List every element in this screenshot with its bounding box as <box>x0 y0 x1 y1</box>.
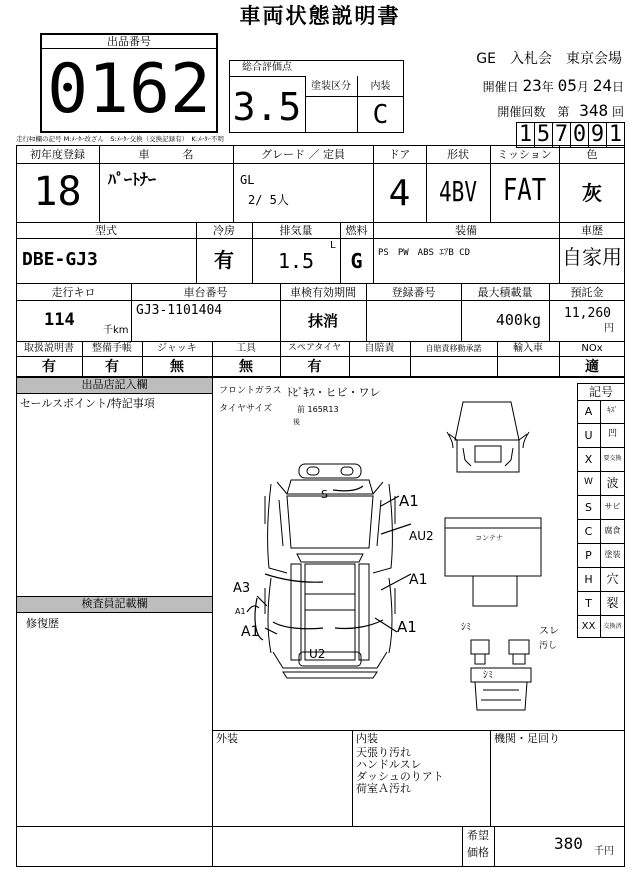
serial-digit: 1 <box>516 122 534 148</box>
legend-code: S <box>585 501 592 514</box>
legend-code: X <box>584 453 593 466</box>
auction-count <box>497 101 624 120</box>
mark-dirty: 汚し <box>539 641 558 651</box>
interior-label: 内装 <box>356 732 378 745</box>
hdr-transmission: ミッション <box>497 148 552 161</box>
legend-desc: サビ <box>604 502 621 511</box>
auction-count-unit: 回 <box>611 105 624 119</box>
legend-row <box>577 592 625 616</box>
transmission: FAT <box>502 173 547 208</box>
lot-number-label: 出品番号 <box>107 35 151 48</box>
mileage-note: 走行ｷﾛ欄の記号 M:ﾒｰﾀｰ改ざん S:ﾒｰﾀｰ交換（交換記録有） K:ﾒｰﾀｰ不明 <box>16 135 224 143</box>
hdr-shape: 形状 <box>447 148 469 161</box>
legend-row <box>577 472 625 496</box>
fuel: G <box>350 249 363 273</box>
serial-digit: 7 <box>552 122 570 148</box>
overall-grade: 3.5 <box>232 85 302 129</box>
mark-a1-3: A1 <box>397 618 417 636</box>
hdr-deposit: 預託金 <box>570 286 604 299</box>
engine-label: 機関・足回り <box>494 732 560 745</box>
hdr-first-reg: 初年度登録 <box>30 148 85 161</box>
equipment: PS PW ABS ｴｱB CD <box>378 248 471 258</box>
container-label: コンテナ <box>475 534 503 542</box>
auction-day: 24 <box>592 76 612 95</box>
mark-stain-2: ｼﾐ <box>483 670 493 681</box>
legend-code: W <box>584 477 593 487</box>
hdr-imported: 輸入車 <box>513 343 543 354</box>
hdr-insurance-transfer: 自賠責移動承諾 <box>425 344 482 353</box>
legend-row <box>577 544 625 568</box>
tire-size-label: タイヤサイズ <box>219 404 273 414</box>
hdr-jack: ジャッキ <box>157 343 197 354</box>
deposit: 11,260 <box>564 306 611 321</box>
windshield-label: フロントガラス <box>219 386 282 396</box>
mark-a1-2: A1 <box>409 572 428 588</box>
capacity: 2/ 5人 <box>248 193 289 207</box>
legend-desc: ｷｽﾞ <box>607 406 618 414</box>
legend-row <box>577 424 625 448</box>
chassis-number: GJ3-1101404 <box>136 303 223 318</box>
hdr-grade: グレード ／ 定員 <box>261 148 345 161</box>
legend-code: A <box>584 405 593 418</box>
legend-desc: 要交換 <box>603 455 622 462</box>
seats-diagram <box>471 640 531 710</box>
hdr-maintenance-book: 整備手帳 <box>92 343 132 354</box>
vehicle-history: 自家用 <box>562 245 622 269</box>
legend-desc: 塗装 <box>604 550 621 559</box>
hdr-mileage: 走行キロ <box>51 286 96 299</box>
hdr-color: 色 <box>586 148 598 161</box>
legend-desc: 穴 <box>606 572 619 586</box>
interior-note-3: ダッシュのりアト <box>356 770 444 783</box>
first-reg-year: 18 <box>33 169 82 215</box>
hdr-inspection: 車検有効期間 <box>290 286 356 299</box>
auction-count-label: 開催回数 第 <box>497 105 570 119</box>
hdr-fuel: 燃料 <box>345 224 368 237</box>
hdr-registration: 登録番号 <box>391 286 436 299</box>
legend-desc: 腐食 <box>604 526 621 535</box>
interior-note-2: ハンドルスレ <box>356 758 422 771</box>
hdr-nox: NOx <box>581 343 603 354</box>
repair-history-label: 修復歴 <box>26 617 59 630</box>
desired-price-label-1: 希望 <box>467 829 489 842</box>
hdr-model: 型式 <box>95 224 117 237</box>
mark-au2: AU2 <box>409 529 434 543</box>
legend-desc: 凹 <box>607 429 617 439</box>
mark-u2: U2 <box>309 647 326 661</box>
car-topview-outline <box>265 464 395 678</box>
displacement-unit: L <box>330 240 337 251</box>
legend-code: U <box>584 429 593 442</box>
mark-scuff: スレ <box>539 626 559 637</box>
legend-code: H <box>584 573 593 586</box>
grade-name: GL <box>240 173 255 187</box>
mark-a1-small: A1 <box>235 607 246 616</box>
hdr-displacement: 排気量 <box>279 224 313 237</box>
inspector-notes-header: 検査員記載欄 <box>16 596 213 613</box>
maintenance-book-value: 有 <box>105 359 119 375</box>
desired-price-label-2: 価格 <box>467 846 489 859</box>
ac-value: 有 <box>214 248 234 272</box>
auction-name: GE 入札会 東京会場 <box>476 51 622 67</box>
hdr-tools: 工具 <box>236 343 256 354</box>
auction-year: 23 <box>522 76 542 95</box>
legend-rows <box>577 400 625 639</box>
auction-month: 05 <box>557 76 577 95</box>
hdr-max-load: 最大積載量 <box>477 286 533 299</box>
legend-desc: 裂 <box>606 596 619 610</box>
mark-s: S <box>321 488 328 501</box>
auction-date <box>483 76 624 95</box>
hdr-ac: 冷房 <box>213 224 235 237</box>
hdr-car-name: 車 名 <box>138 148 194 161</box>
serial-digit: 9 <box>588 122 606 148</box>
dealer-notes-label: セールスポイント/特記事項 <box>20 397 155 410</box>
hdr-equipment: 装備 <box>455 224 477 237</box>
mileage-unit: 千km <box>103 325 129 336</box>
spare-tire-value: 有 <box>307 359 322 375</box>
car-name: ﾊﾟｰﾄﾅｰ <box>108 170 157 189</box>
interior-grade-label: 内装 <box>370 81 391 92</box>
deposit-unit: 円 <box>604 323 614 334</box>
legend-row <box>577 568 625 592</box>
doors: 4 <box>388 173 411 214</box>
desired-price-unit: 千円 <box>594 846 614 857</box>
mark-a3: A3 <box>233 581 251 596</box>
legend-code: XX <box>581 621 596 632</box>
month-unit: 月 <box>576 80 589 94</box>
inspection-validity: 抹消 <box>307 312 338 330</box>
interior-note-4: 荷室Ａ汚れ <box>356 782 411 795</box>
legend-title: 記号 <box>588 385 613 399</box>
page-title: 車両状態説明書 <box>239 4 401 28</box>
tire-rear: 後 <box>293 418 300 426</box>
mark-stain-1: ｼﾐ <box>461 622 471 633</box>
vehicle-damage-diagram <box>213 378 575 730</box>
year-unit: 年 <box>541 80 554 94</box>
serial-digit: 1 <box>606 122 625 148</box>
legend-row <box>577 448 625 472</box>
paint-grade-label: 塗装区分 <box>311 81 351 92</box>
hdr-chassis: 車台番号 <box>183 286 228 299</box>
body-shape: 4BV <box>439 175 477 208</box>
legend-row <box>577 616 625 639</box>
desired-price: 380 <box>554 834 583 853</box>
legend-desc: 交換済 <box>603 623 622 630</box>
exterior-label: 外装 <box>216 732 238 745</box>
legend-code: T <box>585 597 592 610</box>
dealer-notes-header: 出品店記入欄 <box>16 377 213 394</box>
legend-row <box>577 520 625 544</box>
serial-digit: 0 <box>570 122 588 148</box>
auction-count-value: 348 <box>579 101 609 120</box>
model-code: DBE-GJ3 <box>22 249 98 270</box>
overall-grade-label: 総合評価点 <box>242 62 292 73</box>
manual-value: 有 <box>42 359 56 375</box>
legend-desc: 波 <box>606 476 619 490</box>
displacement: 1.5 <box>277 249 315 273</box>
max-load: 400kg <box>495 311 541 329</box>
tire-front: 前 165R13 <box>297 405 339 414</box>
legend-code: C <box>584 525 593 538</box>
mileage: 114 <box>44 310 75 330</box>
handwritten-marks <box>247 486 411 640</box>
hdr-history: 車歴 <box>581 224 603 237</box>
legend-code: P <box>585 549 592 562</box>
serial-digit: 5 <box>534 122 552 148</box>
legend-row <box>577 400 625 424</box>
day-unit: 日 <box>611 80 624 94</box>
auction-date-label: 開催日 <box>482 80 519 94</box>
color: 灰 <box>582 181 602 205</box>
interior-note-1: 天張り汚れ <box>356 746 411 759</box>
hdr-insurance: 自賠責 <box>364 343 395 354</box>
lot-number: 0162 <box>47 50 211 129</box>
windshield-note: ﾄﾋﾞｷｽ・ヒビ・ワレ <box>287 386 381 399</box>
mark-a1-1: A1 <box>399 492 419 510</box>
mark-a1-4: A1 <box>241 624 260 640</box>
legend-row <box>577 496 625 520</box>
hdr-manual: 取扱説明書 <box>24 343 74 354</box>
nox-value: 適 <box>585 359 599 375</box>
tools-value: 無 <box>239 359 253 375</box>
hdr-spare-tire: スペアタイヤ <box>287 343 342 353</box>
hdr-doors: ドア <box>388 148 411 161</box>
interior-grade: C <box>372 100 389 130</box>
car-roof-view <box>445 402 541 606</box>
jack-value: 無 <box>170 359 184 375</box>
